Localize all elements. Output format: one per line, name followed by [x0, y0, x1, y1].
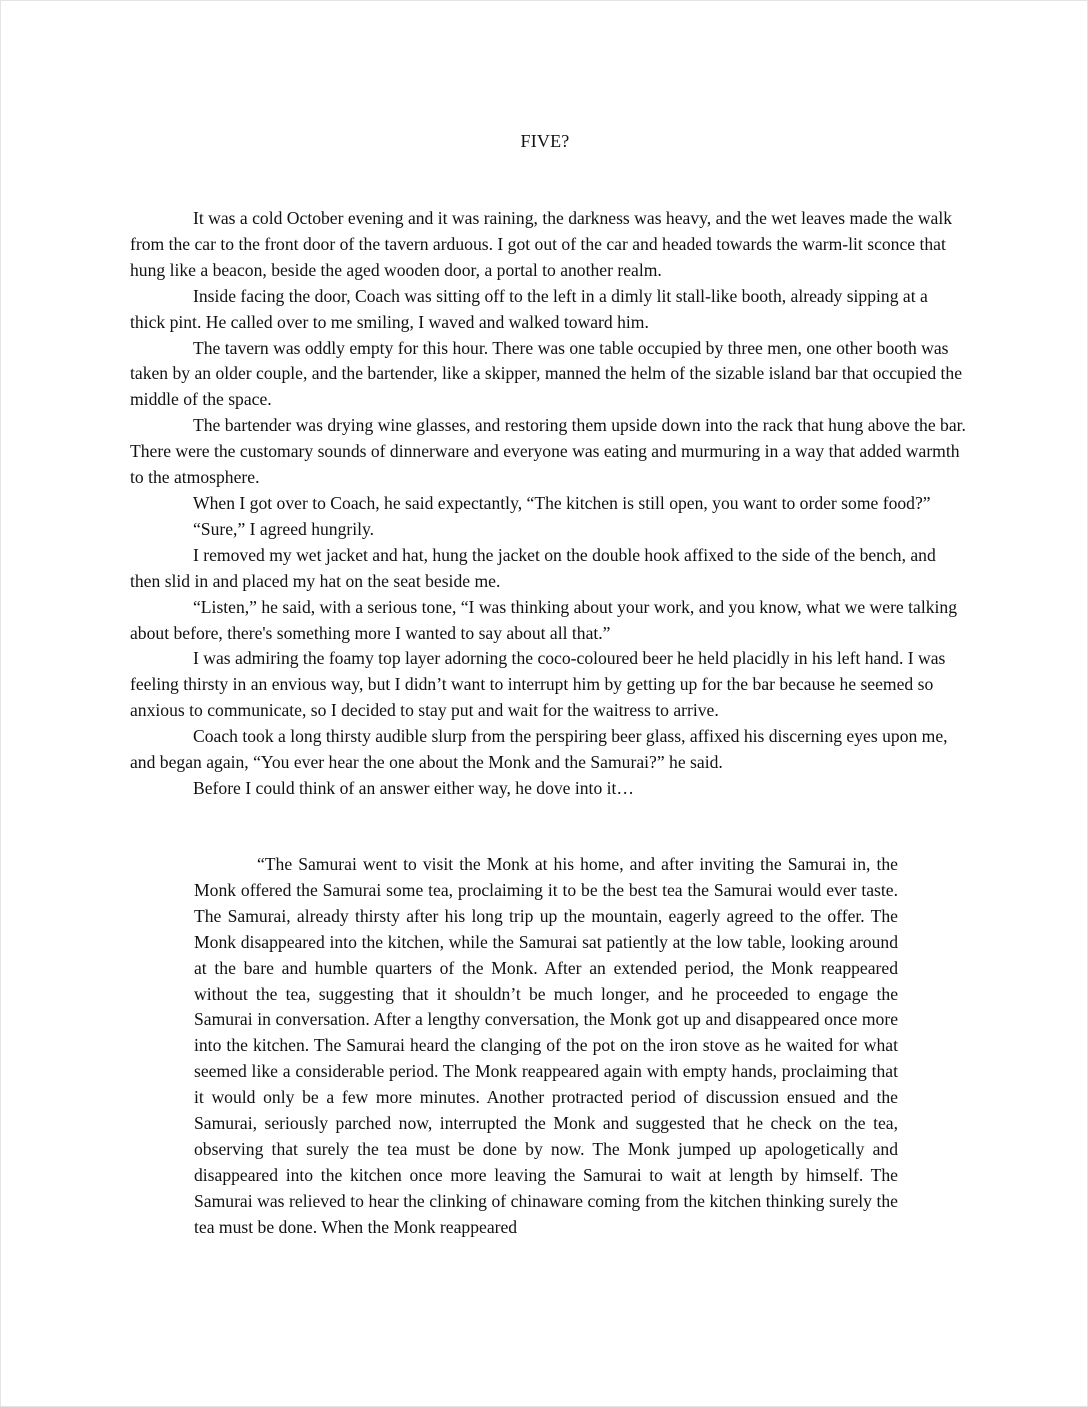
paragraph: I removed my wet jacket and hat, hung the jacket on the double hook affixed to the side of the bench, and then slid in and placed my hat on the seat beside me. — [130, 544, 936, 591]
paragraph: “Sure,” I agreed hungrily. — [193, 518, 375, 539]
narrative-body — [130, 206, 966, 802]
paragraph: When I got over to Coach, he said expectantly, “The kitchen is still open, you want to order some food?” — [193, 492, 931, 513]
paragraph: Coach took a long thirsty audible slurp from the perspiring beer glass, affixed his discerning eyes upon me, and began again, “You ever hear the one about the Monk and the Samurai?” he said. — [130, 726, 948, 773]
chapter-title: FIVE? — [520, 131, 570, 151]
paragraph: Before I could think of an answer either way, he dove into it… — [193, 777, 635, 798]
paragraph: “Listen,” he said, with a serious tone, “I was thinking about your work, and you know, what we were talking about before, there's something more I wanted to say about all that.” — [130, 596, 958, 643]
paragraph: The tavern was oddly empty for this hour. There was one table occupied by three men, one other booth was taken by an older couple, and the bartender, like a skipper, manned the helm of the sizable island bar that occupied the middle of the space. — [130, 337, 963, 410]
paragraph: I was admiring the foamy top layer adorning the coco-coloured beer he held placidly in his left hand. I was feeling thirsty in an envious way, but I didn’t want to interrupt him by getting up for the bar because he seemed so anxious to communicate, so I decided to stay put and wait for the waitress to arrive. — [130, 648, 946, 721]
quote-paragraph: “The Samurai went to visit the Monk at his home, and after inviting the Samurai in, the Monk offered the Samurai some tea, proclaiming it to be the best tea the Samurai would ever taste. The Samurai, already thirsty after his long trip up the mountain, eagerly agreed to the offer. The Monk disappeared into the kitchen, while the Samurai sat patiently at the low table, looking around at the bare and humble quarters of the Monk. After an extended period, the Monk reappeared without the tea, suggesting that it shouldn’t be much longer, and he proceeded to engage the Samurai in conversation. After a lengthy conversation, the Monk got up and disappeared once more into the kitchen. The Samurai heard the clanging of the pot on the iron stove as he waited for what seemed like a considerable period. The Monk reappeared again with empty hands, proclaiming that it would only be a few more minutes. Another protracted period of discussion ensued and the Samurai, seriously parched now, interrupted the Monk and suggested that he check on the tea, observing that surely the tea must be done by now. The Monk jumped up apologetically and disappeared into the kitchen once more leaving the Samurai to wait at length by himself. The Samurai was relieved to hear the clinking of chinaware coming from the kitchen thinking surely the tea must be done. When the Monk reappeared — [194, 854, 898, 1237]
paragraph: The bartender was drying wine glasses, and restoring them upside down into the rack that hung above the bar. There were the customary sounds of dinnerware and everyone was eating and murmuring in a way that added warmth to the atmosphere. — [130, 415, 966, 488]
paragraph: It was a cold October evening and it was raining, the darkness was heavy, and the wet leaves made the walk from the car to the front door of the tavern arduous. I got out of the car and headed towards the warm-lit sconce that hung like a beacon, beside the aged wooden door, a portal to another realm. — [130, 208, 953, 280]
block-quote — [194, 852, 898, 1241]
paragraph: Inside facing the door, Coach was sitting off to the left in a dimly lit stall-like booth, already sipping at a thick pint. He called over to me smiling, I waved and walked toward him. — [130, 285, 928, 332]
